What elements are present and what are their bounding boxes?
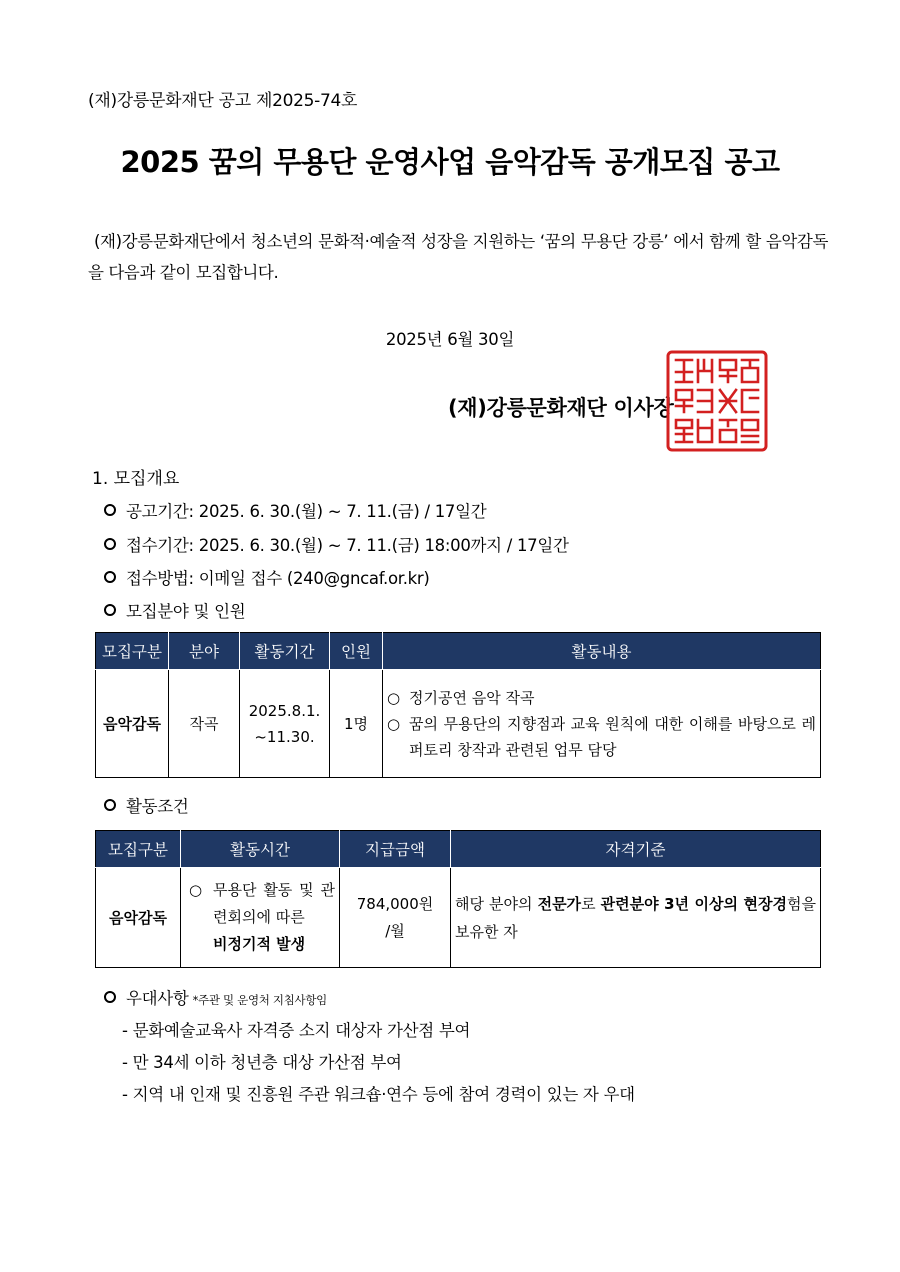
circle-bullet-icon — [104, 571, 116, 583]
period-end: ~11.30. — [254, 727, 315, 746]
issuer-name: (재)강릉문화재단 이사장 — [448, 396, 674, 420]
header-count: 인원 — [330, 633, 383, 670]
recruit-table — [95, 632, 821, 778]
content-item-1 — [387, 685, 816, 711]
bullet-announcement-period — [104, 498, 486, 522]
table-row — [96, 670, 821, 778]
content-item-2 — [387, 711, 816, 763]
content-text: 꿈의 무용단의 지향점과 교육 원칙에 대한 이해를 바탕으로 레퍼토리 창작과 관련된 업무 담당 — [409, 714, 816, 759]
cell-category: 음악감독 — [96, 670, 169, 778]
header-period: 활동기간 — [240, 633, 330, 670]
circle-bullet-icon — [104, 799, 116, 811]
cell-period — [240, 670, 330, 778]
cell-field: 작곡 — [169, 670, 240, 778]
announcement-date: 2025년 6월 30일 — [385, 330, 515, 349]
qual-text-3: 험을 보유한 자 — [455, 894, 816, 941]
content-text: 정기공연 음악 작곡 — [409, 688, 535, 707]
bullet-text: 접수기간: 2025. 6. 30.(월) ~ 7. 11.(금) 18:00까지 / 17일간 — [126, 536, 569, 555]
bullet-activity-conditions — [104, 793, 189, 817]
preference-item-1: - 문화예술교육사 자격증 소지 대상자 가산점 부여 — [122, 1021, 471, 1040]
circle-bullet-icon — [104, 991, 116, 1003]
qual-text-1: 해당 분야의 — [455, 894, 538, 913]
preference-item-2: - 만 34세 이하 청년층 대상 가산점 부여 — [122, 1053, 402, 1072]
hours-text — [213, 877, 335, 958]
header-pay: 지급금액 — [340, 831, 451, 868]
bullet-text: 활동조건 — [126, 797, 189, 816]
table-header-row — [96, 831, 821, 868]
preference-item-3: - 지역 내 인재 및 진흥원 주관 워크숍·연수 등에 참여 경력이 있는 자 우대 — [122, 1085, 635, 1104]
hours-text-regular: 무용단 활동 및 관련회의에 따른 — [213, 881, 335, 926]
pay-amount: 784,000원 — [356, 894, 434, 913]
announcement-number: (재)강릉문화재단 공고 제2025-74호 — [88, 91, 358, 111]
qual-text-2: 로 — [581, 894, 601, 913]
circle-bullet-icon: ○ — [189, 881, 203, 899]
header-category: 모집구분 — [96, 831, 181, 868]
header-hours: 활동시간 — [181, 831, 340, 868]
circle-bullet-icon: ○ — [387, 688, 401, 707]
cell-pay — [340, 868, 451, 968]
bullet-text: 공고기간: 2025. 6. 30.(월) ~ 7. 11.(금) / 17일간 — [126, 502, 487, 521]
cell-content — [383, 670, 821, 778]
conditions-table — [95, 830, 821, 968]
circle-bullet-icon — [104, 604, 116, 616]
bullet-reception-method — [104, 565, 430, 589]
period-start: 2025.8.1. — [248, 701, 321, 720]
cell-count: 1명 — [330, 670, 383, 778]
header-category: 모집구분 — [96, 633, 169, 670]
preference-note: *주관 및 운영처 지침사항임 — [192, 993, 327, 1007]
bullet-text: 우대사항 — [126, 989, 189, 1008]
hours-item — [189, 877, 335, 958]
header-field: 분야 — [169, 633, 240, 670]
cell-qualification — [451, 868, 821, 968]
bullet-preferences — [104, 985, 327, 1009]
page-title: 2025 꿈의 무용단 운영사업 음악감독 공개모집 공고 — [120, 145, 780, 179]
table-row — [96, 868, 821, 968]
circle-bullet-icon — [104, 538, 116, 550]
section-title-recruitment-overview: 1. 모집개요 — [92, 469, 180, 489]
circle-bullet-icon — [104, 504, 116, 516]
header-content: 활동내용 — [383, 633, 821, 670]
header-qualification: 자격기준 — [451, 831, 821, 868]
pay-unit: /월 — [385, 921, 405, 940]
bullet-reception-period — [104, 532, 569, 556]
intro-paragraph: (재)강릉문화재단에서 청소년의 문화적·예술적 성장을 지원하는 ‘꿈의 무용단 강릉’ 에서 함께 할 음악감독을 다음과 같이 모집합니다. — [88, 232, 828, 282]
table-header-row — [96, 633, 821, 670]
bullet-recruit-field — [104, 598, 245, 622]
cell-hours — [181, 868, 340, 968]
bullet-text: 접수방법: 이메일 접수 (240@gncaf.or.kr) — [126, 569, 430, 588]
official-seal-stamp — [666, 350, 768, 452]
qual-bold-2: 관련분야 3년 이상의 현장경 — [600, 894, 788, 913]
hours-text-bold: 비정기적 발생 — [213, 935, 306, 953]
circle-bullet-icon: ○ — [387, 714, 401, 733]
qual-bold-1: 전문가 — [537, 894, 582, 913]
bullet-text: 모집분야 및 인원 — [126, 602, 246, 621]
cell-category: 음악감독 — [96, 868, 181, 968]
